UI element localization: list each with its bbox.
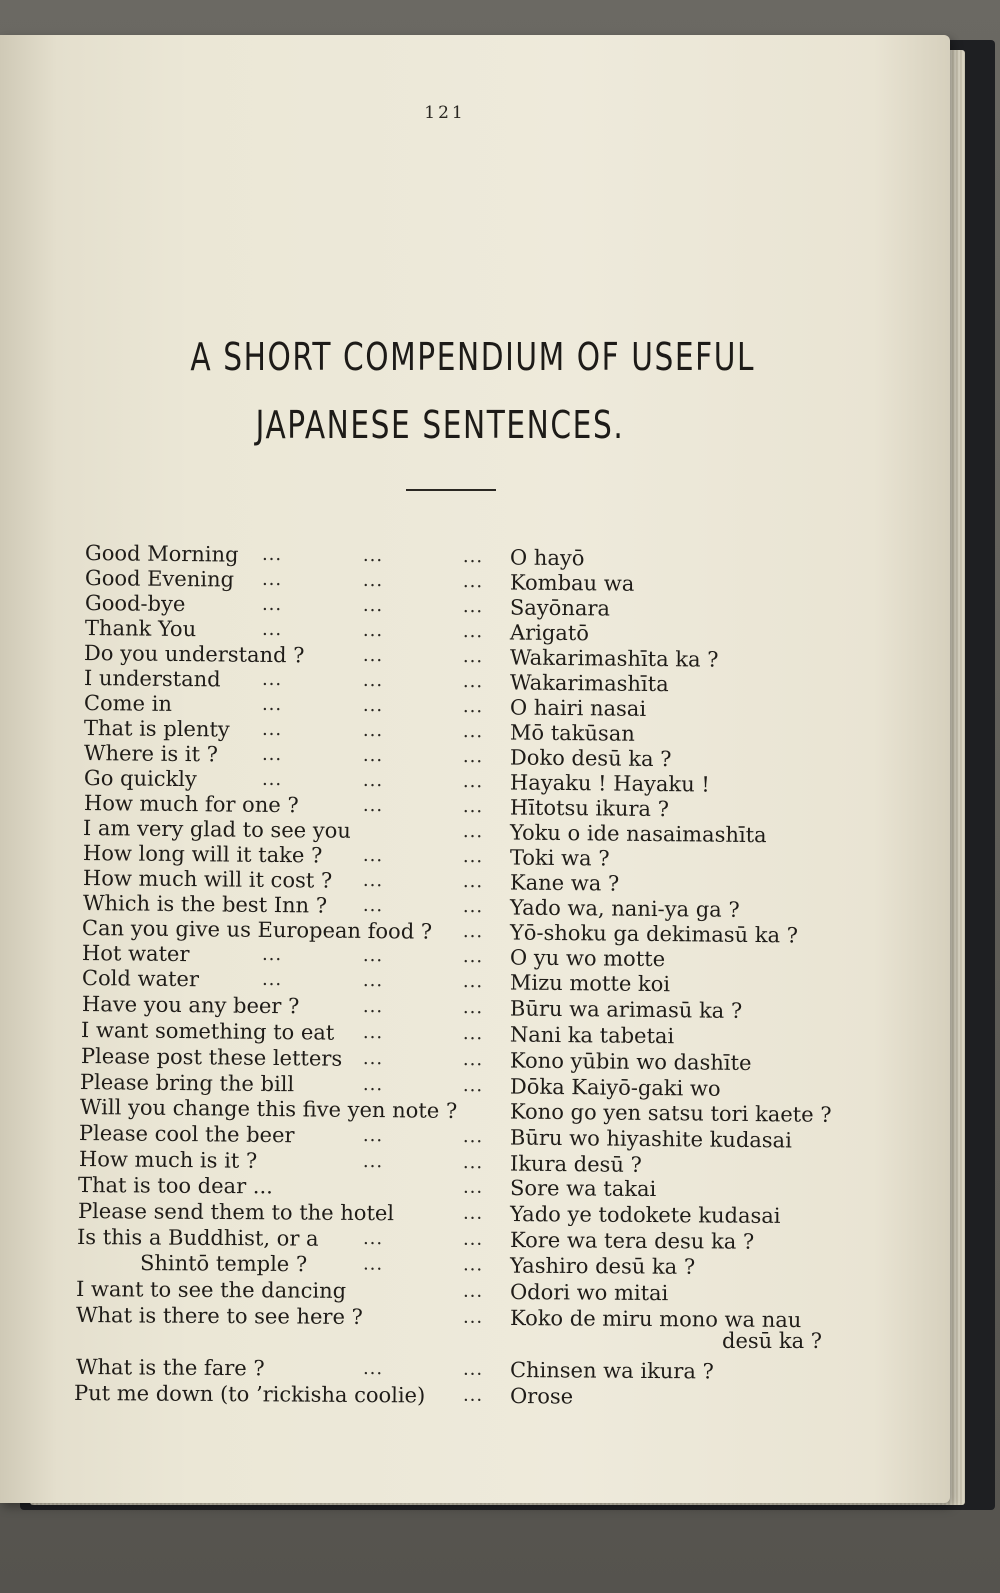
leader-dots: ... bbox=[362, 669, 384, 692]
phrase-japanese: Doko desū ka ? bbox=[509, 745, 672, 772]
leader-dots: ... bbox=[462, 595, 484, 618]
phrase-japanese: Odori wo mitai bbox=[509, 1280, 669, 1306]
leader-dots: ... bbox=[462, 545, 484, 568]
leader-dots: ... bbox=[462, 1384, 484, 1406]
leader-dots: ... bbox=[462, 820, 484, 843]
phrase-japanese: Yado wa, nani-ya ga ? bbox=[509, 895, 740, 922]
phrase-japanese-continuation: desū ka ? bbox=[722, 1329, 823, 1353]
phrase-english: Hot water bbox=[81, 941, 190, 967]
phrase-english: Thank You bbox=[84, 616, 197, 642]
leader-dots: ... bbox=[362, 769, 384, 792]
leader-dots: ... bbox=[462, 795, 484, 818]
phrase-japanese: Kono go yen satsu tori kaete ? bbox=[509, 1099, 832, 1127]
phrase-english: Can you give us European food ? bbox=[81, 916, 433, 944]
leader-dots: ... bbox=[462, 1023, 484, 1045]
leader-dots: ... bbox=[261, 943, 283, 966]
phrase-english: I understand bbox=[83, 666, 221, 692]
title-line-1: A SHORT COMPENDIUM OF USEFUL bbox=[190, 335, 756, 379]
book-page bbox=[0, 35, 950, 1503]
leader-dots: ... bbox=[462, 1126, 484, 1148]
phrase-japanese: Chinsen wa ikura ? bbox=[509, 1358, 714, 1384]
phrase-english: Where is it ? bbox=[83, 741, 219, 767]
leader-dots: ... bbox=[462, 1176, 484, 1198]
leader-dots: ... bbox=[462, 770, 484, 793]
phrase-row bbox=[74, 1381, 870, 1411]
leader-dots: ... bbox=[462, 1075, 484, 1097]
leader-dots: ... bbox=[362, 1047, 384, 1070]
leader-dots: ... bbox=[462, 620, 484, 643]
leader-dots: ... bbox=[261, 968, 283, 991]
phrase-english: Have you any beer ? bbox=[81, 992, 300, 1019]
leader-dots: ... bbox=[362, 1124, 384, 1147]
leader-dots: ... bbox=[362, 544, 384, 567]
phrase-row bbox=[76, 1277, 870, 1307]
leader-dots: ... bbox=[462, 1358, 484, 1380]
leader-dots: ... bbox=[261, 768, 283, 791]
phrase-japanese: Orose bbox=[509, 1384, 574, 1409]
phrase-japanese: Nani ka tabetai bbox=[509, 1022, 675, 1049]
leader-dots: ... bbox=[261, 593, 283, 616]
phrase-japanese: Yō-shoku ga dekimasū ka ? bbox=[509, 920, 799, 948]
phrase-japanese: Sayōnara bbox=[509, 595, 611, 621]
leader-dots: ... bbox=[362, 844, 384, 867]
phrase-english: How much will it cost ? bbox=[82, 866, 333, 893]
leader-dots: ... bbox=[362, 569, 384, 592]
leader-dots: ... bbox=[462, 1306, 484, 1328]
phrase-japanese: Kore wa tera desu ka ? bbox=[509, 1228, 755, 1254]
phrase-english: Cold water bbox=[81, 966, 200, 992]
leader-dots: ... bbox=[362, 969, 384, 992]
phrase-row bbox=[77, 1225, 870, 1255]
leader-dots: ... bbox=[362, 944, 384, 967]
phrase-japanese: Mizu motte koi bbox=[509, 970, 671, 997]
phrase-japanese: Arigatō bbox=[509, 620, 590, 646]
phrase-english: How much for one ? bbox=[83, 791, 299, 818]
leader-dots: ... bbox=[462, 1152, 484, 1174]
phrase-list bbox=[0, 35, 950, 1503]
phrase-english: Please cool the beer bbox=[78, 1121, 295, 1148]
phrase-japanese: Wakarimashīta ka ? bbox=[509, 645, 719, 672]
phrase-japanese: Yashiro desū ka ? bbox=[509, 1253, 696, 1279]
phrase-japanese: Dōka Kaiyō-gaki wo bbox=[509, 1074, 721, 1101]
page-number: 121 bbox=[424, 103, 466, 123]
leader-dots: ... bbox=[261, 718, 283, 741]
phrase-english: Good Evening bbox=[84, 566, 235, 592]
phrase-japanese: Mō takūsan bbox=[509, 720, 635, 746]
leader-dots: ... bbox=[362, 1021, 384, 1044]
leader-dots: ... bbox=[462, 670, 484, 693]
phrase-english: Good Morning bbox=[84, 541, 239, 567]
phrase-english: What is the fare ? bbox=[75, 1355, 265, 1381]
leader-dots: ... bbox=[362, 1358, 384, 1380]
leader-dots: ... bbox=[362, 1150, 384, 1173]
phrase-english: Which is the best Inn ? bbox=[82, 891, 328, 918]
leader-dots: ... bbox=[462, 570, 484, 593]
phrase-row bbox=[140, 1251, 870, 1280]
leader-dots: ... bbox=[362, 619, 384, 642]
phrase-english: Do you understand ? bbox=[83, 641, 305, 668]
phrase-row bbox=[78, 1199, 870, 1229]
phrase-english: How much is it ? bbox=[78, 1147, 258, 1173]
leader-dots: ... bbox=[362, 869, 384, 892]
phrase-english: How long will it take ? bbox=[82, 841, 323, 868]
leader-dots: ... bbox=[362, 794, 384, 817]
leader-dots: ... bbox=[462, 1280, 484, 1302]
leader-dots: ... bbox=[362, 644, 384, 667]
phrase-english: Please post these letters bbox=[80, 1044, 343, 1071]
phrase-japanese: Yoku o ide nasaimashīta bbox=[509, 820, 767, 848]
phrase-japanese: Yado ye todokete kudasai bbox=[509, 1202, 781, 1228]
phrase-japanese: O yu wo motte bbox=[509, 945, 666, 972]
phrase-english: I am very glad to see you bbox=[82, 816, 351, 843]
phrase-japanese: Hayaku ! Hayaku ! bbox=[509, 770, 710, 797]
leader-dots: ... bbox=[362, 1253, 384, 1275]
leader-dots: ... bbox=[462, 895, 484, 918]
leader-dots: ... bbox=[261, 693, 283, 716]
leader-dots: ... bbox=[462, 920, 484, 943]
phrase-english: I want something to eat bbox=[80, 1018, 335, 1045]
phrase-japanese: Kane wa ? bbox=[509, 870, 620, 896]
phrase-japanese: O hayō bbox=[509, 545, 585, 571]
phrase-japanese: Sore wa takai bbox=[509, 1176, 657, 1202]
leader-dots: ... bbox=[362, 719, 384, 742]
leader-dots: ... bbox=[462, 870, 484, 893]
phrase-english: That is too dear ... bbox=[77, 1173, 273, 1199]
phrase-japanese: Toki wa ? bbox=[509, 845, 610, 871]
leader-dots: ... bbox=[462, 695, 484, 718]
leader-dots: ... bbox=[462, 1228, 484, 1250]
leader-dots: ... bbox=[261, 618, 283, 641]
phrase-english: Put me down (to ’rickisha coolie) bbox=[73, 1381, 426, 1408]
leader-dots: ... bbox=[362, 1073, 384, 1096]
phrase-english: Please bring the bill bbox=[79, 1070, 295, 1097]
leader-dots: ... bbox=[261, 568, 283, 591]
leader-dots: ... bbox=[362, 894, 384, 917]
phrase-english: I want to see the dancing bbox=[75, 1277, 347, 1303]
phrase-english: Please send them to the hotel bbox=[77, 1199, 395, 1226]
phrase-english: Will you change this five yen note ? bbox=[79, 1095, 458, 1123]
leader-dots: ... bbox=[362, 995, 384, 1018]
phrase-japanese: Kombau wa bbox=[509, 570, 635, 596]
phrase-row bbox=[78, 1173, 870, 1203]
leader-dots: ... bbox=[462, 845, 484, 868]
leader-dots: ... bbox=[362, 1227, 384, 1250]
phrase-english: Come in bbox=[83, 691, 173, 716]
phrase-japanese: Wakarimashīta bbox=[509, 670, 669, 697]
leader-dots: ... bbox=[462, 720, 484, 743]
phrase-row bbox=[76, 1355, 870, 1385]
leader-dots: ... bbox=[362, 694, 384, 717]
leader-dots: ... bbox=[462, 970, 484, 993]
phrase-english: Is this a Buddhist, or a bbox=[76, 1225, 319, 1251]
leader-dots: ... bbox=[261, 668, 283, 691]
leader-dots: ... bbox=[462, 1049, 484, 1071]
phrase-japanese: O hairi nasai bbox=[509, 695, 647, 721]
leader-dots: ... bbox=[462, 1202, 484, 1224]
phrase-english: Go quickly bbox=[83, 766, 197, 792]
phrase-english: That is plenty bbox=[83, 716, 230, 742]
leader-dots: ... bbox=[462, 996, 484, 1019]
phrase-english: What is there to see here ? bbox=[75, 1303, 363, 1330]
leader-dots: ... bbox=[462, 1254, 484, 1276]
leader-dots: ... bbox=[261, 543, 283, 566]
phrase-japanese: Ikura desū ? bbox=[509, 1151, 642, 1177]
leader-dots: ... bbox=[362, 594, 384, 617]
leader-dots: ... bbox=[462, 645, 484, 668]
phrase-japanese: Hītotsu ikura ? bbox=[509, 795, 670, 822]
leader-dots: ... bbox=[462, 745, 484, 768]
leader-dots: ... bbox=[261, 743, 283, 766]
phrase-japanese: Kono yūbin wo dashīte bbox=[509, 1048, 752, 1076]
leader-dots: ... bbox=[462, 945, 484, 968]
phrase-english: Shintō temple ? bbox=[139, 1251, 308, 1277]
phrase-japanese: Būru wa arimasū ka ? bbox=[509, 996, 743, 1023]
phrase-japanese: Koko de miru mono wa nau bbox=[509, 1306, 802, 1333]
title-line-2: JAPANESE SENTENCES. bbox=[255, 403, 625, 447]
phrase-japanese: Būru wo hiyashite kudasai bbox=[509, 1125, 792, 1153]
phrase-english: Good-bye bbox=[84, 591, 186, 617]
leader-dots: ... bbox=[362, 744, 384, 767]
